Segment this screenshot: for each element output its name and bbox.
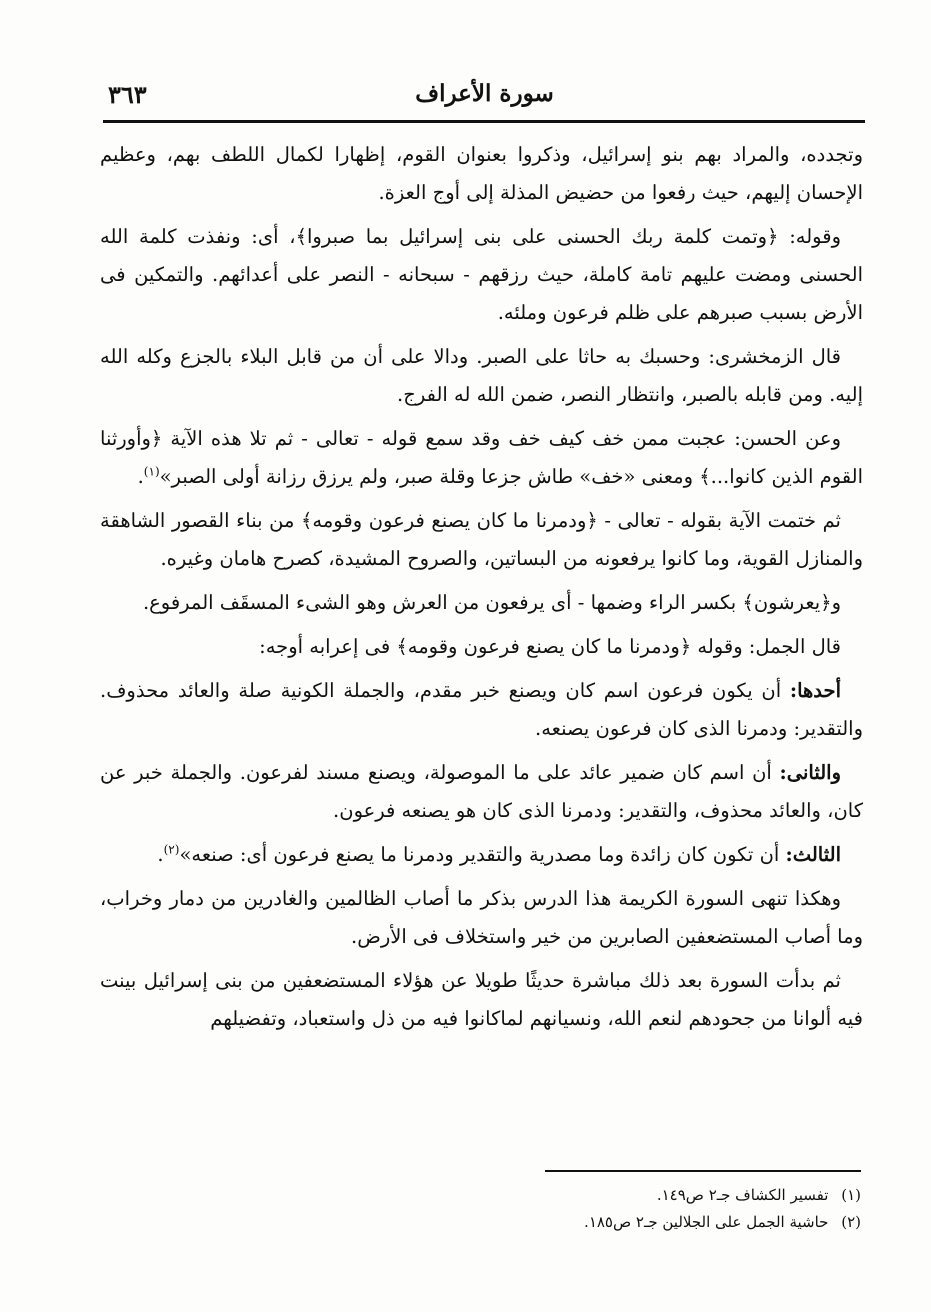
paragraph-text: وقوله: ﴿وتمت كلمة ربك الحسنى على بنى إسرائيل بما صبروا﴾، أى: ونفذت كلمة الله الحسنى ومضت عليهم تامة كاملة، حيث رزقهم - سبحانه - النصر على أعدائهم. والتمكين فى الأرض بسبب صبرهم على ظلم فرعون وملئه. [100,225,863,324]
paragraph-text: ثم ختمت الآية بقوله - تعالى - ﴿ودمرنا ما كان يصنع فرعون وقومه﴾ من بناء القصور الشاهقة والمنازل القوية، وما كانوا يرفعونه من البساتين، والصروح المشيدة، كصرح هامان وغيره. [100,509,863,570]
paragraph [100,754,863,830]
paragraph-text: وعن الحسن: عجبت ممن خف كيف خف وقد سمع قوله - تعالى - ثم تلا هذه الآية ﴿وأورثنا القوم الذين كانوا...﴾ ومعنى «خف» طاش جزعا وقلة صبر، ولم يرزق رزانة أولى الصبر» [100,427,863,488]
footnotes [361,1182,861,1236]
paragraph-text: وتجدده، والمراد بهم بنو إسرائيل، وذكروا بعنوان القوم، إظهارا لكمال اللطف بهم، وعظيم الإحسان إليهم، حيث رفعوا من حضيض المذلة إلى أوج العزة. [100,143,863,204]
paragraph: الثالث: أن تكون كان زائدة وما مصدرية والتقدير ودمرنا ما يصنع فرعون أى: صنعه»$^{(٢)}$. [157,842,841,866]
paragraph-text: قال الزمخشرى: وحسبك به حاثا على الصبر. ودالا على أن من قابل البلاء بالجزع وكله الله إليه. ومن قابله بالصبر، وانتظار النصر، ضمن الله له الفرج. [100,345,863,406]
footnote-text: حاشية الجمل على الجلالين جـ٢ ص١٨٥. [584,1213,829,1231]
footnote-rule [545,1170,861,1172]
paragraph [100,584,863,622]
body-text [100,136,863,1044]
footnote-item [361,1182,861,1209]
footnote-item [361,1209,861,1236]
paragraph-text: و﴿يعرشون﴾ بكسر الراء وضمها - أى يرفعون من العرش وهو الشىء المسقَف المرفوع. [142,591,841,614]
footnote-mark: (١) [841,1186,861,1204]
footnote-text: تفسير الكشاف جـ٢ ص١٤٩. [656,1186,829,1204]
paragraph-text: أن تكون كان زائدة وما مصدرية والتقدير ودمرنا ما يصنع فرعون أى: صنعه» [179,843,780,866]
paragraph-lead: الثالث: [785,843,841,866]
header-rule [103,120,865,123]
paragraph-text: أن يكون فرعون اسم كان ويصنع خبر مقدم، والجملة الكونية صلة والعائد محذوف. والتقدير: ودمرنا الذى كان فرعون يصنعه. [100,679,863,740]
footnote-ref: (١) [143,464,160,479]
paragraph [100,962,863,1038]
surah-title: سورة الأعراف [415,80,554,107]
paragraph-text: وهكذا تنهى السورة الكريمة هذا الدرس بذكر ما أصاب الظالمين والغادرين من دمار وخراب، وما أصاب المستضعفين الصابرين من خير واستخلاف فى الأرض. [100,887,863,948]
footnote-mark: (٢) [841,1213,861,1231]
paragraph [100,218,863,332]
paragraph-text: أن اسم كان ضمير عائد على ما الموصولة، ويصنع مسند لفرعون. والجملة خبر عن كان، والعائد محذوف، والتقدير: ودمرنا الذى كان هو يصنعه فرعون. [100,761,863,822]
paragraph-lead: أحدها: [789,679,842,702]
footnote-ref: (٢) [163,842,180,857]
paragraph [100,502,863,578]
paragraph [100,628,863,666]
paragraph-lead: والثانى: [779,761,841,784]
paragraph-text: قال الجمل: وقوله ﴿ودمرنا ما كان يصنع فرعون وقومه﴾ فى إعرابه أوجه: [259,635,841,658]
paragraph [100,136,863,212]
paragraph [100,338,863,414]
paragraph [100,880,863,956]
page-header [108,76,861,116]
paragraph [100,672,863,748]
page-number: ٣٦٣ [108,80,147,109]
paragraph: وعن الحسن: عجبت ممن خف كيف خف وقد سمع قوله - تعالى - ثم تلا هذه الآية ﴿وأورثنا القوم الذين كانوا...﴾ ومعنى «خف» طاش جزعا وقلة صبر، ولم يرزق رزانة أولى الصبر»$^{(١)}$. [100,427,863,488]
paragraph-text: ثم بدأت السورة بعد ذلك مباشرة حديثًا طويلا عن هؤلاء المستضعفين من بنى إسرائيل بينت فيه ألوانا من جحودهم لنعم الله، ونسيانهم لماكانوا فيه من ذل واستعباد، وتفضيلهم [100,969,863,1030]
